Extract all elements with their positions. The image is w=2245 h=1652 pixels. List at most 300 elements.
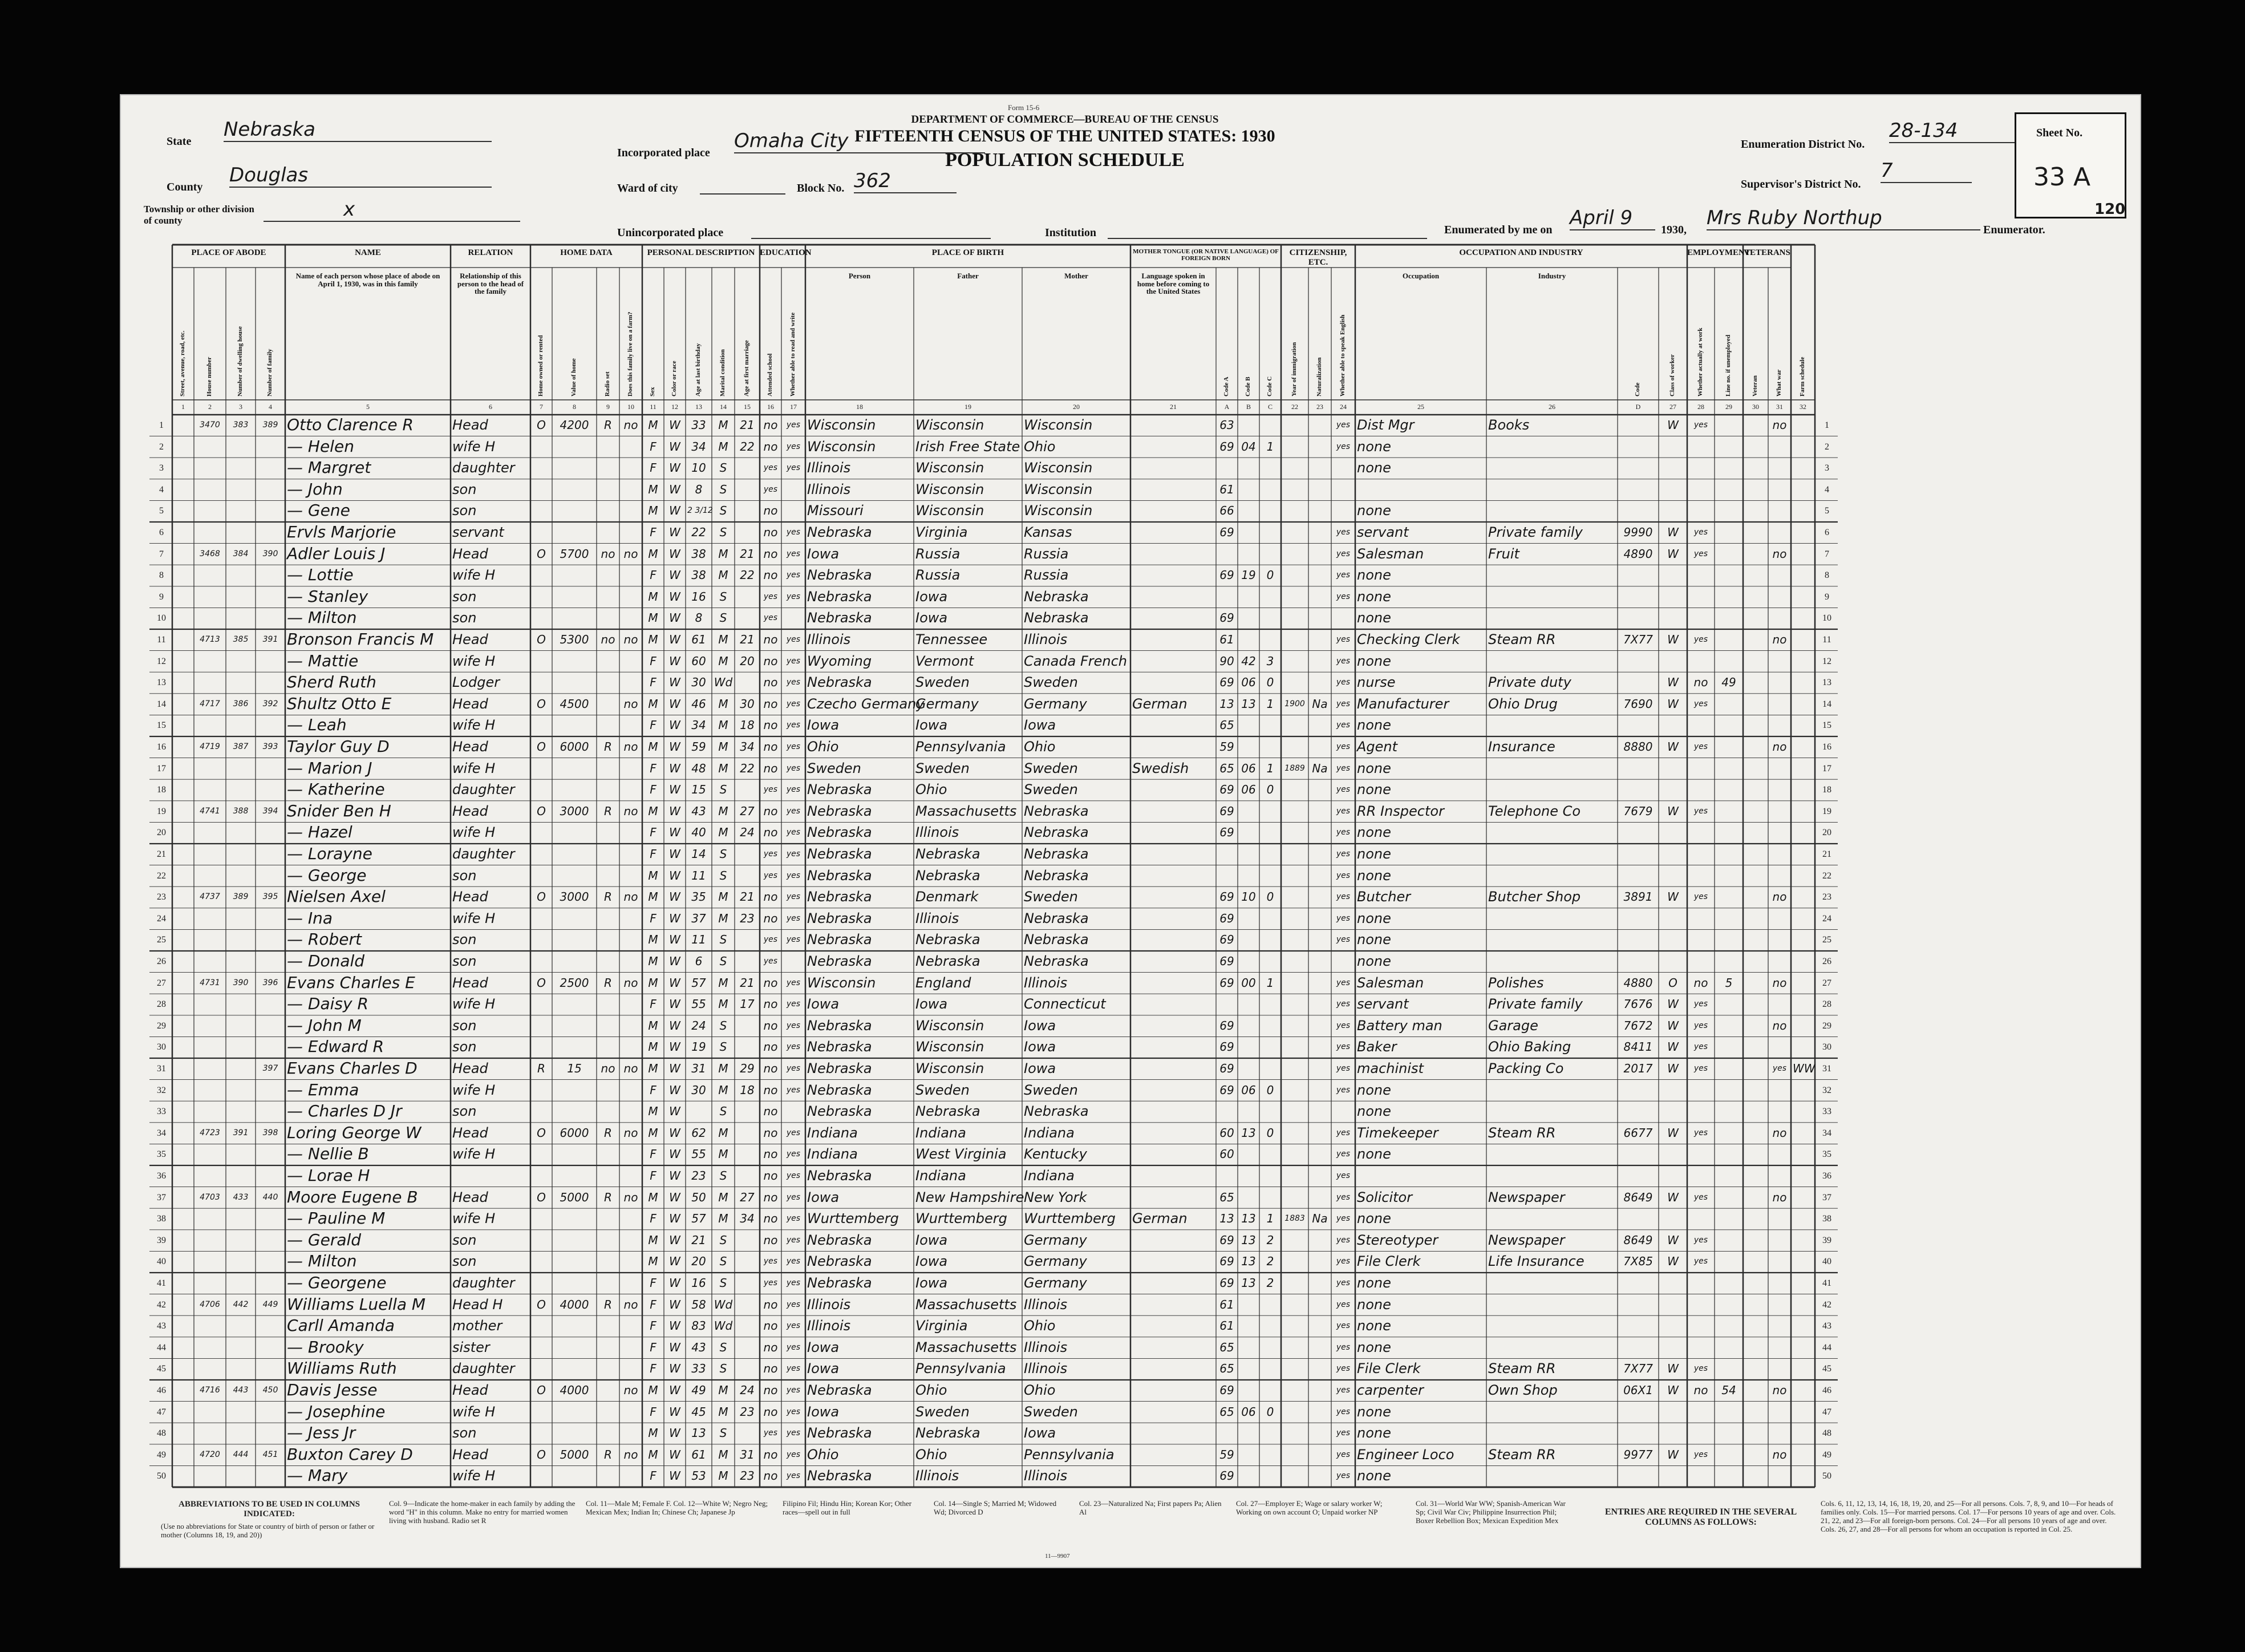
table-cell: yes (1336, 1085, 1351, 1095)
table-cell: none (1357, 588, 1391, 605)
table-cell: yes (786, 1386, 801, 1395)
table-cell: no (623, 1062, 638, 1075)
table-cell: son (452, 1425, 477, 1442)
table-cell: Nebraska (807, 932, 872, 948)
table-cell: daughter (452, 782, 515, 798)
table-cell: Wd (714, 1319, 733, 1333)
census-title: FIFTEENTH CENSUS OF THE UNITED STATES: 1930 (854, 127, 1275, 145)
column-header: Whether able to speak English (1339, 314, 1347, 396)
table-cell: Timekeeper (1357, 1124, 1438, 1141)
person-name-cell: — Marion J (287, 758, 372, 778)
table-cell: 60 (1219, 1125, 1234, 1140)
table-cell: Illinois (1024, 1468, 1068, 1484)
table-cell: Russia (915, 545, 961, 562)
table-cell: Battery man (1357, 1017, 1442, 1034)
table-cell: no (601, 1062, 615, 1075)
line-number: 21 (157, 849, 166, 859)
table-cell: yes (1693, 1192, 1708, 1202)
table-cell: 1900 (1284, 699, 1305, 708)
table-cell: 1 (1266, 439, 1274, 454)
table-cell: 69 (1219, 525, 1234, 539)
line-number: 1 (159, 420, 164, 430)
table-cell: M (718, 418, 728, 432)
table-cell: Nebraska (1024, 932, 1089, 948)
table-cell: yes (1336, 442, 1351, 451)
group-header: NAME (355, 248, 381, 257)
column-header: Name of each person whose place of abode on April 1, 1930, was in this family (295, 272, 440, 288)
table-cell: no (1772, 546, 1787, 561)
table-cell: Head (452, 631, 488, 647)
table-cell: Pennsylvania (915, 1361, 1006, 1377)
person-name-cell: — Ina (287, 908, 333, 928)
table-cell: son (452, 867, 477, 884)
table-cell: yes (786, 913, 801, 923)
table-cell: W (669, 718, 680, 732)
table-cell: Nebraska (1024, 588, 1089, 605)
table-cell: R (537, 1062, 545, 1075)
table-cell: 49 (691, 1383, 706, 1397)
table-cell: M (718, 997, 728, 1011)
table-cell: 69 (1219, 975, 1234, 990)
line-number: 19 (1822, 806, 1831, 816)
table-cell: Nebraska (807, 1253, 872, 1270)
table-cell: Butcher Shop (1488, 889, 1581, 905)
table-cell: Head (452, 1446, 488, 1463)
column-header: Class of worker (1669, 354, 1676, 396)
table-cell: Nebraska (807, 1275, 872, 1291)
table-cell: yes (763, 484, 778, 494)
table-cell: Ohio Drug (1488, 695, 1558, 712)
table-cell: yes (786, 528, 801, 537)
table-cell: yes (1336, 1449, 1351, 1459)
column-header: Home owned or rented (537, 335, 545, 396)
table-cell: Wurttemberg (915, 1210, 1007, 1227)
table-cell: 59 (1219, 740, 1234, 754)
table-cell: yes (1336, 528, 1351, 537)
table-cell: Nebraska (807, 867, 872, 884)
table-cell: W (1667, 1018, 1679, 1032)
table-cell: 90 (1219, 654, 1234, 668)
column-number: 28 (1697, 403, 1704, 411)
column-header: Age at last birthday (695, 343, 702, 396)
table-cell: 4500 (560, 697, 589, 711)
line-number: 37 (1822, 1192, 1831, 1202)
table-cell: yes (763, 957, 778, 966)
table-cell: 24 (740, 825, 755, 840)
table-cell: Dist Mgr (1357, 417, 1415, 433)
table-cell: wife H (452, 1403, 496, 1420)
table-cell: W (669, 1469, 680, 1483)
line-number: 47 (157, 1407, 166, 1417)
table-cell: W (669, 1212, 680, 1226)
table-cell: 6677 (1623, 1125, 1653, 1140)
table-cell: W (669, 997, 680, 1011)
table-cell: wife H (452, 996, 496, 1013)
table-cell: M (648, 804, 658, 818)
table-cell: 7X77 (1623, 1362, 1653, 1376)
table-cell: no (1772, 890, 1787, 904)
table-cell: Fruit (1488, 545, 1519, 562)
table-cell: F (650, 1169, 657, 1183)
table-cell: W (669, 675, 680, 690)
table-cell: M (648, 633, 658, 646)
line-number: 40 (157, 1257, 166, 1267)
table-cell: none (1357, 1318, 1391, 1334)
census-sheet (120, 94, 2141, 1568)
person-name-cell: Evans Charles E (287, 973, 415, 992)
column-number: 2 (208, 403, 212, 411)
table-cell: Wd (714, 675, 733, 690)
table-cell: none (1357, 653, 1391, 669)
table-cell: 55 (691, 997, 706, 1011)
schedule-title: POPULATION SCHEDULE (945, 149, 1185, 171)
column-header: Marital condition (719, 349, 727, 396)
table-cell: R (604, 1190, 612, 1204)
table-cell: Iowa (915, 1253, 948, 1270)
enumerator-name: Mrs Ruby Northup (1707, 206, 1980, 230)
table-cell: no (763, 761, 778, 775)
person-name-cell: Evans Charles D (287, 1059, 418, 1078)
table-cell: Connecticut (1024, 996, 1106, 1013)
table-cell: 3468 (200, 549, 220, 558)
table-cell: 69 (1219, 568, 1234, 582)
table-cell: 34 (691, 718, 706, 732)
table-cell: 13 (1241, 1276, 1256, 1290)
table-cell: M (718, 890, 728, 904)
group-header: RELATION (468, 248, 513, 257)
column-number: 4 (269, 403, 272, 411)
table-cell: yes (1336, 1235, 1351, 1245)
person-name-cell: Buxton Carey D (287, 1444, 413, 1464)
table-cell: 4720 (200, 1449, 220, 1459)
table-cell: Na (1312, 1212, 1328, 1226)
table-cell: none (1357, 438, 1391, 455)
table-cell: Na (1312, 697, 1328, 711)
table-cell: Wisconsin (1024, 417, 1093, 433)
table-cell: F (650, 439, 657, 454)
table-cell: no (763, 675, 778, 690)
table-cell: R (604, 1125, 612, 1140)
table-cell: no (1772, 1018, 1787, 1032)
table-cell: 11 (691, 868, 706, 882)
table-cell: W (669, 868, 680, 882)
table-cell: Nebraska (1024, 610, 1089, 626)
abbr-col9: Col. 9—Indicate the home-maker in each family by adding the word "H" in this column. Make no entry for married women living with husband. Radio set R (389, 1499, 576, 1525)
column-number: 30 (1752, 403, 1759, 411)
table-cell: yes (763, 785, 778, 795)
table-cell: Head (452, 1060, 488, 1076)
table-cell: Iowa (915, 610, 948, 626)
table-cell: M (718, 568, 728, 582)
table-cell: yes (1336, 913, 1351, 923)
table-cell: no (623, 890, 638, 904)
table-cell: 390 (262, 549, 278, 558)
table-cell: yes (1336, 1342, 1351, 1352)
table-cell: 48 (691, 761, 706, 775)
table-cell: wife H (452, 1468, 496, 1484)
line-number: 6 (1825, 528, 1829, 537)
table-cell: M (718, 1447, 728, 1461)
person-name-cell: — Lottie (287, 565, 354, 585)
person-name-cell: Loring George W (287, 1123, 422, 1142)
table-cell: M (718, 439, 728, 454)
line-number: 17 (1822, 763, 1831, 774)
table-cell: File Clerk (1357, 1361, 1421, 1377)
table-cell: R (604, 418, 612, 432)
column-number: D (1635, 403, 1641, 411)
person-name-cell: — Nellie B (287, 1144, 369, 1164)
table-cell: W (669, 1125, 680, 1140)
table-cell: 20 (740, 654, 755, 668)
group-header: OCCUPATION AND INDUSTRY (1459, 248, 1583, 257)
table-cell: 13 (1241, 1212, 1256, 1226)
column-number: A (1224, 403, 1230, 411)
table-cell: M (648, 1233, 658, 1247)
table-cell: Private family (1488, 996, 1583, 1013)
table-cell: W (669, 418, 680, 432)
person-name-cell: — Emma (287, 1080, 359, 1099)
table-cell: F (650, 1297, 657, 1311)
person-name-cell: — Josephine (287, 1402, 386, 1421)
table-cell: 69 (1219, 911, 1234, 925)
table-cell: 69 (1219, 439, 1234, 454)
table-cell: none (1357, 1146, 1391, 1163)
column-header: Relationship of this person to the head of the family (457, 272, 524, 296)
table-cell: Illinois (915, 824, 959, 841)
table-cell: 30 (691, 675, 706, 690)
table-cell: daughter (452, 1361, 515, 1377)
table-cell: 0 (1266, 1125, 1274, 1140)
table-cell: W (1667, 1062, 1679, 1075)
column-number: 27 (1669, 403, 1676, 411)
column-header: Occupation (1402, 272, 1440, 280)
table-cell: Ohio (1024, 438, 1056, 455)
table-cell: yes (1336, 635, 1351, 644)
table-cell: 23 (740, 1404, 755, 1419)
table-cell: Germany (915, 695, 979, 712)
table-cell: W (669, 1426, 680, 1440)
table-cell: 6 (695, 954, 703, 968)
table-cell: yes (763, 1257, 778, 1266)
township-label: Township or other division of county (144, 204, 254, 226)
line-number: 46 (1822, 1386, 1831, 1395)
table-cell: M (718, 804, 728, 818)
table-cell: 65 (1219, 1404, 1234, 1419)
table-cell: Iowa (915, 996, 948, 1013)
table-cell: W (669, 1062, 680, 1075)
table-cell: M (648, 954, 658, 968)
table-cell: 27 (740, 1190, 755, 1204)
table-cell: yes (786, 442, 801, 451)
person-name-cell: — Milton (287, 1252, 357, 1271)
person-name-cell: — Hazel (287, 823, 352, 842)
table-cell: Nebraska (807, 1382, 872, 1398)
table-cell: W (669, 1404, 680, 1419)
table-cell: W (669, 1297, 680, 1311)
column-number: 15 (744, 403, 751, 411)
abbr-title: ABBREVIATIONS TO BE USED IN COLUMNS INDICATED: (179, 1500, 360, 1519)
line-number: 24 (1822, 913, 1831, 924)
table-cell: 4717 (200, 699, 220, 708)
table-cell: 69 (1219, 1233, 1234, 1247)
line-number: 9 (159, 592, 164, 602)
table-cell: no (763, 804, 778, 818)
table-cell: yes (786, 849, 801, 859)
table-cell: no (763, 654, 778, 668)
table-cell: none (1357, 1339, 1391, 1355)
line-number: 43 (157, 1321, 166, 1331)
table-cell: yes (1336, 1149, 1351, 1159)
table-cell: yes (1336, 806, 1351, 816)
table-cell: yes (786, 1235, 801, 1245)
table-cell: yes (1336, 742, 1351, 751)
table-cell: 386 (233, 699, 249, 708)
column-header: Farm schedule (1799, 357, 1806, 396)
table-cell: 69 (1219, 611, 1234, 625)
person-name-cell: — Donald (287, 951, 365, 970)
table-cell: yes (763, 463, 778, 473)
department-line: DEPARTMENT OF COMMERCE—BUREAU OF THE CENSUS (911, 114, 1219, 125)
table-cell: son (452, 1103, 477, 1120)
table-cell: 3 (1266, 654, 1274, 668)
table-cell: W (669, 1104, 680, 1119)
person-name-cell: — John M (287, 1015, 362, 1035)
line-number: 33 (157, 1107, 166, 1117)
person-name-cell: — Gerald (287, 1230, 362, 1249)
table-cell: yes (1336, 849, 1351, 859)
table-cell: R (604, 890, 612, 904)
person-name-cell: — Mary (287, 1466, 348, 1485)
person-name-cell: Moore Eugene B (287, 1187, 418, 1206)
table-cell: yes (786, 828, 801, 837)
table-cell: Ohio (915, 1446, 947, 1463)
line-number: 20 (1822, 828, 1831, 838)
table-cell: 0 (1266, 890, 1274, 904)
table-cell: 10 (691, 461, 706, 475)
block-label: Block No. (797, 182, 845, 195)
table-cell: 398 (262, 1128, 278, 1137)
table-cell: Iowa (915, 588, 948, 605)
table-cell: Head (452, 739, 488, 755)
column-number: 21 (1170, 403, 1177, 411)
table-cell: Nebraska (1024, 824, 1089, 841)
table-cell: New Hampshire (915, 1189, 1024, 1205)
table-cell: O (537, 975, 546, 990)
table-cell: no (623, 697, 638, 711)
table-cell: mother (452, 1318, 503, 1334)
table-cell: 387 (233, 742, 249, 751)
table-cell: 40 (691, 825, 706, 840)
table-cell: yes (1693, 635, 1708, 644)
table-cell: Nebraska (807, 1468, 872, 1484)
table-cell: no (623, 546, 638, 561)
table-cell: Illinois (1024, 1361, 1068, 1377)
column-header: Year of immigration (1291, 342, 1298, 396)
table-cell: M (718, 1383, 728, 1397)
abbr-col11: Col. 11—Male M; Female F. Col. 12—White W; Negro Neg; Mexican Mex; Indian In; Chinese Ch; Japanese Jp (586, 1499, 768, 1516)
table-cell: Nebraska (807, 1103, 872, 1120)
column-header: Code B (1245, 376, 1252, 396)
table-cell: 385 (233, 635, 249, 644)
table-cell: 27 (740, 804, 755, 818)
table-cell: F (650, 911, 657, 925)
column-number: 8 (573, 403, 576, 411)
table-cell: 0 (1266, 783, 1274, 797)
line-number: 49 (157, 1449, 166, 1460)
table-cell: M (718, 911, 728, 925)
line-number: 25 (157, 935, 166, 945)
table-cell: M (648, 868, 658, 882)
person-name-cell: Bronson Francis M (287, 630, 434, 649)
table-cell: 31 (691, 1062, 706, 1075)
table-cell: machinist (1357, 1060, 1424, 1076)
table-cell: none (1357, 782, 1391, 798)
table-cell: M (718, 654, 728, 668)
table-cell: no (763, 1083, 778, 1097)
table-cell: W (669, 1383, 680, 1397)
table-cell: S (719, 1362, 727, 1376)
table-cell: M (648, 546, 658, 561)
table-cell: 449 (262, 1299, 278, 1309)
table-cell: yes (1336, 1278, 1351, 1287)
table-cell: Head (452, 889, 488, 905)
table-cell: W (669, 954, 680, 968)
table-cell: Checking Clerk (1357, 631, 1460, 647)
table-cell: 69 (1219, 1383, 1234, 1397)
table-cell: O (537, 1125, 546, 1140)
table-cell: M (718, 546, 728, 561)
table-cell: S (719, 783, 727, 797)
table-cell: yes (786, 1085, 801, 1095)
table-cell: no (763, 1404, 778, 1419)
table-cell: M (648, 418, 658, 432)
table-cell: Nebraska (807, 910, 872, 926)
table-cell: 390 (233, 978, 249, 987)
table-cell: 22 (691, 525, 706, 539)
table-cell: 3000 (560, 890, 589, 904)
table-cell: yes (763, 870, 778, 880)
line-number: 41 (1822, 1278, 1831, 1288)
table-cell: M (648, 1254, 658, 1269)
table-cell: Sweden (915, 1403, 970, 1420)
table-cell: Ohio (1024, 1318, 1056, 1334)
table-cell: Stereotyper (1357, 1232, 1438, 1248)
table-cell: Nebraska (807, 1017, 872, 1034)
table-cell: Steam RR (1488, 1446, 1556, 1463)
table-cell: 4713 (200, 635, 220, 644)
table-cell: M (648, 1426, 658, 1440)
table-cell: O (537, 546, 546, 561)
table-cell: 394 (262, 806, 278, 816)
group-header: HOME DATA (560, 248, 613, 257)
table-cell: yes (763, 1278, 778, 1287)
table-cell: Virginia (915, 524, 968, 540)
table-cell: Wisconsin (915, 1060, 984, 1076)
table-cell: Ohio (915, 782, 947, 798)
table-cell: Na (1312, 761, 1328, 775)
table-cell: 5300 (560, 633, 589, 646)
table-cell: 50 (691, 1190, 706, 1204)
person-name-cell: — Gene (287, 501, 350, 520)
table-cell: 4716 (200, 1386, 220, 1395)
table-cell: no (601, 546, 615, 561)
entries-title: ENTRIES ARE REQUIRED IN THE SEVERAL COLUMNS AS FOLLOWS: (1604, 1507, 1797, 1528)
table-cell: yes (786, 656, 801, 666)
column-number: C (1267, 403, 1273, 411)
table-cell: Germany (1024, 1232, 1087, 1248)
table-cell: Massachusetts (915, 1296, 1017, 1313)
table-cell: yes (1693, 1235, 1708, 1245)
